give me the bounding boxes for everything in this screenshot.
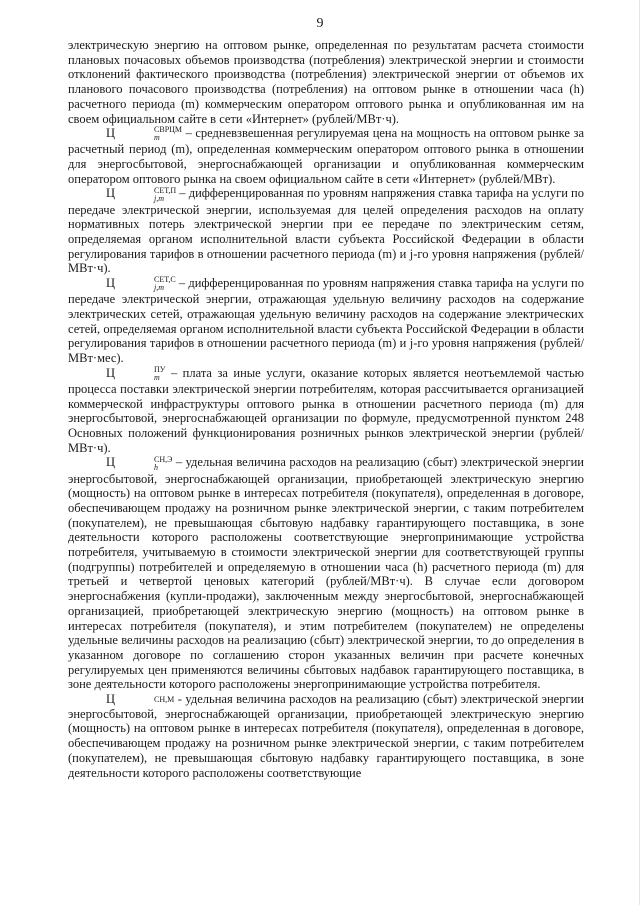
formula-symbol (106, 125, 183, 143)
symbol-base: Ц (106, 365, 116, 380)
formula-symbol (106, 692, 174, 706)
symbol-superscript: ПУ (154, 364, 166, 374)
symbol-base: Ц (106, 126, 116, 141)
symbol-superscript: СВРЦМ (154, 125, 183, 135)
symbol-subscript: j,m (154, 193, 165, 203)
definition-paragraph (68, 692, 584, 780)
formula-symbol (106, 454, 173, 472)
symbol-superscript: СН,Э (154, 454, 173, 464)
formula-symbol (106, 275, 176, 293)
definition-paragraph (68, 366, 584, 456)
definition-text: – дифференцированная по уровням напряжения ставка тарифа на услуги по передаче электрической энергии, отражающая удельную величину расходов на содержание электрических сетей, отражающая удельную величину расходов на содержание электрических сетей, определяемая органом исполнительной власти субъекта Российской Федерации в области регулирования тарифов в отношении расчетного периода (m) и j-го уровня напряжения (рублей/МВт·мес). (68, 276, 584, 366)
definition-paragraph (68, 186, 584, 276)
definition-paragraph (68, 276, 584, 366)
formula-symbol (106, 185, 177, 203)
paragraph-continuation (68, 38, 584, 126)
definition-paragraph (68, 126, 584, 186)
symbol-base: Ц (106, 455, 116, 470)
symbol-base: Ц (106, 692, 116, 707)
document-body (68, 38, 584, 780)
definition-text: – средневзвешенная регулируемая цена на мощность на оптовом рынке за расчетный период (m), определенная коммерческим оператором оптового рынка в отношении для энергосбытовой, энергоснабжающей организации и опубликованная коммерческим оператором оптового рынка на своем официальном сайте в сети «Интернет» (рублей/МВт). (68, 126, 584, 186)
paragraph-text: электрическую энергию на оптовом рынке, определенная по результатам расчета стоимости плановых почасовых объемов производства (потребления) электрической энергии и стоимости отклонений фактического производства (потребления) электрической энергии от объемов их планового почасового производства (потребления) на оптовом рынке в отношении часа (h) расчетного периода (m) коммерческим оператором оптового рынка и опубликованная им на своем официальном сайте в сети «Интернет» (рублей/МВт·ч). (68, 38, 584, 126)
definition-paragraph (68, 455, 584, 692)
symbol-superscript: СЕТ,С (154, 275, 176, 285)
definition-text: – плата за иные услуги, оказание которых является неотъемлемой частью процесса поставки электрической энергии потребителям, которая рассчитывается организацией коммерческой инфраструктуры оптового рынка в отношении расчетного периода (m) для энергосбытовой, энергоснабжающей организации по формуле, предусмотренной пунктом 248 Основных положений функционирования розничных рынков электрической энергии (рублей/МВт·ч). (68, 365, 584, 455)
symbol-subscript: m (154, 372, 160, 382)
definition-text: – дифференцированная по уровням напряжения ставка тарифа на услуги по передаче электрической энергии, используемая для целей определения расходов на оплату нормативных потерь электрической энергии при ее передаче по электрическим сетям, определяемая органом исполнительной власти субъекта Российской Федерации в области регулирования тарифов в отношении расчетного периода (m) и j-го уровня напряжения (рублей/МВт·ч). (68, 186, 584, 276)
symbol-superscript: СН,М (154, 695, 175, 705)
symbol-base: Ц (106, 276, 116, 291)
page-number: 9 (316, 16, 324, 31)
symbol-superscript: СЕТ,П (154, 185, 177, 195)
definition-text: – удельная величина расходов на реализацию (сбыт) электрической энергии энергосбытовой, энергоснабжающей организации, приобретающей электрическую энергию (мощность) на оптовом рынке в интересах потребителя (покупателя), определенная в договоре, обеспечивающем продажу на розничном рынке электрической энергии, с таким потребителем (покупателем), не превышающая сбытовую надбавку гарантирующего поставщика, в зоне деятельности которого расположены соответствующие энергопринимающие устройства потребителя, учитываемую в стоимости электрической энергии для соответствующей группы (подгруппы) потребителей и определяемую в отношении часа (h) расчетного периода (m) для третьей и четвертой ценовых категорий (рублей/МВт·ч). В случае если договором энергоснабжения (купли-продажи), заключенным между энергосбытовой, энергоснабжающей организацией, приобретающей электрическую энергию (мощность) на оптовом рынке в интересах потребителя (покупателя), и этим потребителем (покупателем) не определены удельные величины расходов на реализацию (сбыт) электрической энергии, то до определения в указанном договоре по соглашению сторон указанных величин при расчете конечных регулируемых цен применяются величины сбытовых надбавок гарантирующего поставщика, в зоне деятельности которого расположены энергопринимающие устройства потребителя. (68, 455, 584, 692)
symbol-subscript: h (154, 462, 159, 472)
formula-symbol (106, 366, 165, 380)
symbol-base: Ц (106, 186, 116, 201)
symbol-subscript: j,m (154, 283, 165, 293)
symbol-subscript: m (154, 133, 160, 143)
definition-text: - удельная величина расходов на реализацию (сбыт) электрической энергии энергосбытовой, энергоснабжающей организации, приобретающей электрическую энергию (мощность) на оптовом рынке в интересах потребителя (покупателя), определенная в договоре, обеспечивающем продажу на розничном рынке электрической энергии, с таким потребителем (покупателем), не превышающая сбытовую надбавку гарантирующего поставщика, в зоне деятельности которого расположены соответствующие (68, 692, 584, 780)
